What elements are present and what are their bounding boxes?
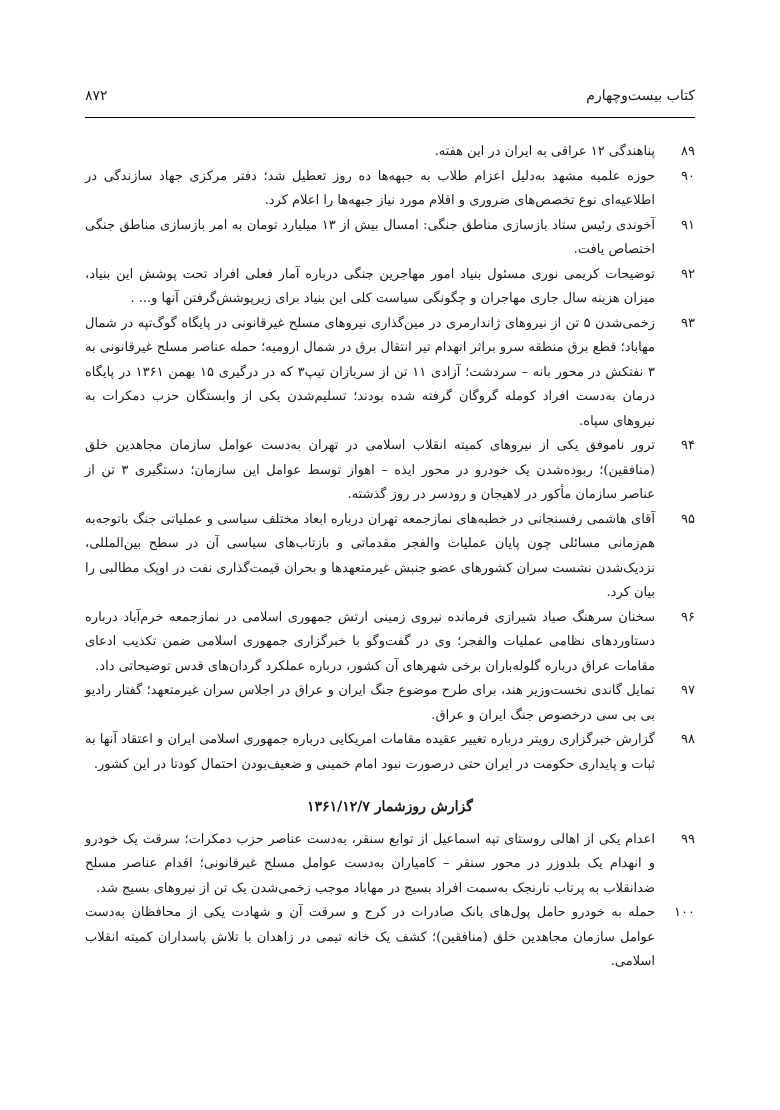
entry-text: زخمی‌شدن ۵ تن از نیروهای ژاندارمری در مین‌گذاری نیروهای مسلح غیرقانونی در پایگاه گوگ‌تپه در شمال مهاباد؛ قطع برق منطقه سرو براثر انهدام تیر انتقال برق در شمال ارومیه؛ حمله عناصر مسلح غیرقانونی به ۳ نفتکش در محور بانه – سردشت؛ آزادی ۱۱ تن از سربازان تیپ۳ که در درگیری ۱۵ بهمن ۱۳۶۱ در پایگاه درمان به‌دست افراد کومله گروگان گرفته شده بودند؛ تسلیم‌شدن یکی از وابستگان حزب دمکرات به نیروهای سپاه.	[85, 315, 656, 429]
entry-number: ۹۸	[681, 732, 695, 747]
list-item	[85, 679, 695, 728]
list-item	[85, 140, 695, 165]
list-item	[85, 263, 695, 312]
entry-text: آقای هاشمی رفسنجانی در خطبه‌های نمازجمعه تهران درباره ابعاد مختلف سیاسی و عملیاتی جنگ باتوجه‌به هم‌زمانی مسائلی چون پایان عملیات والفجر مقدماتی و بازتاب‌های سیاسی آن در سطح بین‌المللی، نزدیک‌شدن نشست سران کشورهای عضو جنبش غیرمتعهدها و بحران قیمت‌گذاری نفت در اوپک مطالبی را بیان کرد.	[85, 511, 655, 600]
entry-text: اعدام یکی از اهالی روستای تپه اسماعیل از توابع سنقر، به‌دست عناصر حزب دمکرات؛ سرقت یک خودرو و انهدام یک بلدوزر در محور سنقر – کامیاران به‌دست عوامل مسلح غیرقانونی؛ اقدام عناصر مسلح ضدانقلاب به پرتاب نارنجک به‌سمت افراد بسیج در مهاباد موجب زخمی‌شدن یک تن از نیروهای بسیج شد.	[85, 831, 655, 896]
section-title: گزارش روزشمار ۱۳۶۱/۱۲/۷	[307, 799, 473, 815]
header-divider	[85, 117, 695, 118]
entry-text: حوزه علمیه مشهد به‌دلیل اعزام طلاب به جبهه‌ها ده روز تعطیل شد؛ دفتر مرکزی جهاد سازندگی در اطلاعیه‌ای نوع تخصص‌های ضروری و اقلام مورد نیاز جبهه‌ها را اعلام کرد.	[85, 168, 655, 208]
entry-number: ۹۰	[681, 168, 695, 184]
list-item	[85, 312, 695, 435]
page-content	[85, 140, 695, 975]
entry-text: سخنان سرهنگ صیاد شیرازی فرمانده نیروی زمینی ارتش جمهوری اسلامی در نمازجمعه خرم‌آباد درباره دستاوردهای نظامی عملیات والفجر؛ وی در گفت‌وگو با خبرگزاری جمهوری اسلامی ضمن تکذیب ادعای مقامات عراق درباره گلوله‌باران برخی شهرهای آن کشور، درباره عملکرد گردان‌های قدس توضیحاتی داد.	[85, 609, 655, 674]
entry-text: حمله به خودرو حامل پول‌های بانک صادرات در کرج و سرقت آن و شهادت یکی از محافظان به‌دست عوامل سازمان مجاهدین خلق (منافقین)؛ کشف یک خانه تیمی در زاهدان با تلاش پاسداران کمیته انقلاب اسلامی.	[85, 905, 655, 969]
entry-text: پناهندگی ۱۲ عراقی به ایران در این هفته.	[434, 144, 655, 159]
list-item	[85, 434, 695, 508]
entry-number: ۹۱	[681, 217, 695, 233]
entry-number: ۹۹	[681, 831, 695, 847]
entry-number: ۹۳	[681, 315, 695, 331]
entry-number: ۹۲	[681, 266, 695, 282]
entry-text: ترور ناموفق یکی از نیروهای کمیته انقلاب اسلامی در تهران به‌دست عوامل سازمان مجاهدین خلق (منافقین)؛ ربوده‌شدن یک خودرو در محور ایذه – اهواز توسط عوامل این سازمان؛ دستگیری ۳ تن از عناصر سازمان مأکور در لاهیجان و رودسر در روز گذشته.	[85, 438, 656, 502]
entry-text: توضیحات کریمی نوری مسئول بنیاد امور مهاجرین جنگی درباره آمار فعلی افراد تحت پوشش این بنیاد، میزان هزینه سال جاری مهاجران و چگونگی سیاست کلی این بنیاد برای زیرپوشش‌گرفتن آنها و... .	[85, 266, 655, 306]
list-item	[85, 214, 695, 263]
list-item	[85, 901, 695, 975]
list-item	[85, 728, 695, 777]
entry-number: ۹۶	[681, 609, 695, 625]
list-item	[85, 165, 695, 214]
entry-text: گزارش خبرگزاری رویتر درباره تغییر عقیده مقامات امریکایی درباره جمهوری اسلامی ایران و اعتقاد آنها به ثبات و پایداری حکومت در ایران حتی درصورت نبود امام خمینی و ضعیف‌بودن احتمال کودتا در این کشور.	[85, 732, 655, 772]
page-header	[85, 86, 695, 110]
book-title: کتاب بیست‌وچهارم	[586, 88, 695, 104]
list-item	[85, 606, 695, 680]
list-item	[85, 508, 695, 606]
entry-number: ۹۵	[681, 511, 695, 527]
page-number: ۸۷۲	[85, 88, 108, 104]
entry-number: ۹۷	[681, 683, 695, 698]
entry-number: ۸۹	[681, 144, 695, 159]
entry-text: تمایل گاندی نخست‌وزیر هند، برای طرح موضوع جنگ ایران و عراق در اجلاس سران غیرمتعهد؛ گفتار رادیو بی بی سی درخصوص جنگ ایران و عراق.	[85, 683, 655, 723]
entry-number: ۹۴	[681, 438, 695, 453]
entry-text: آخوندی رئیس ستاد بازسازی مناطق جنگی: امسال بیش از ۱۳ میلیارد تومان به امر بازسازی مناطق جنگی اختصاص یافت.	[85, 217, 655, 257]
entry-number: ۱۰۰	[674, 905, 695, 920]
list-item	[85, 828, 695, 902]
